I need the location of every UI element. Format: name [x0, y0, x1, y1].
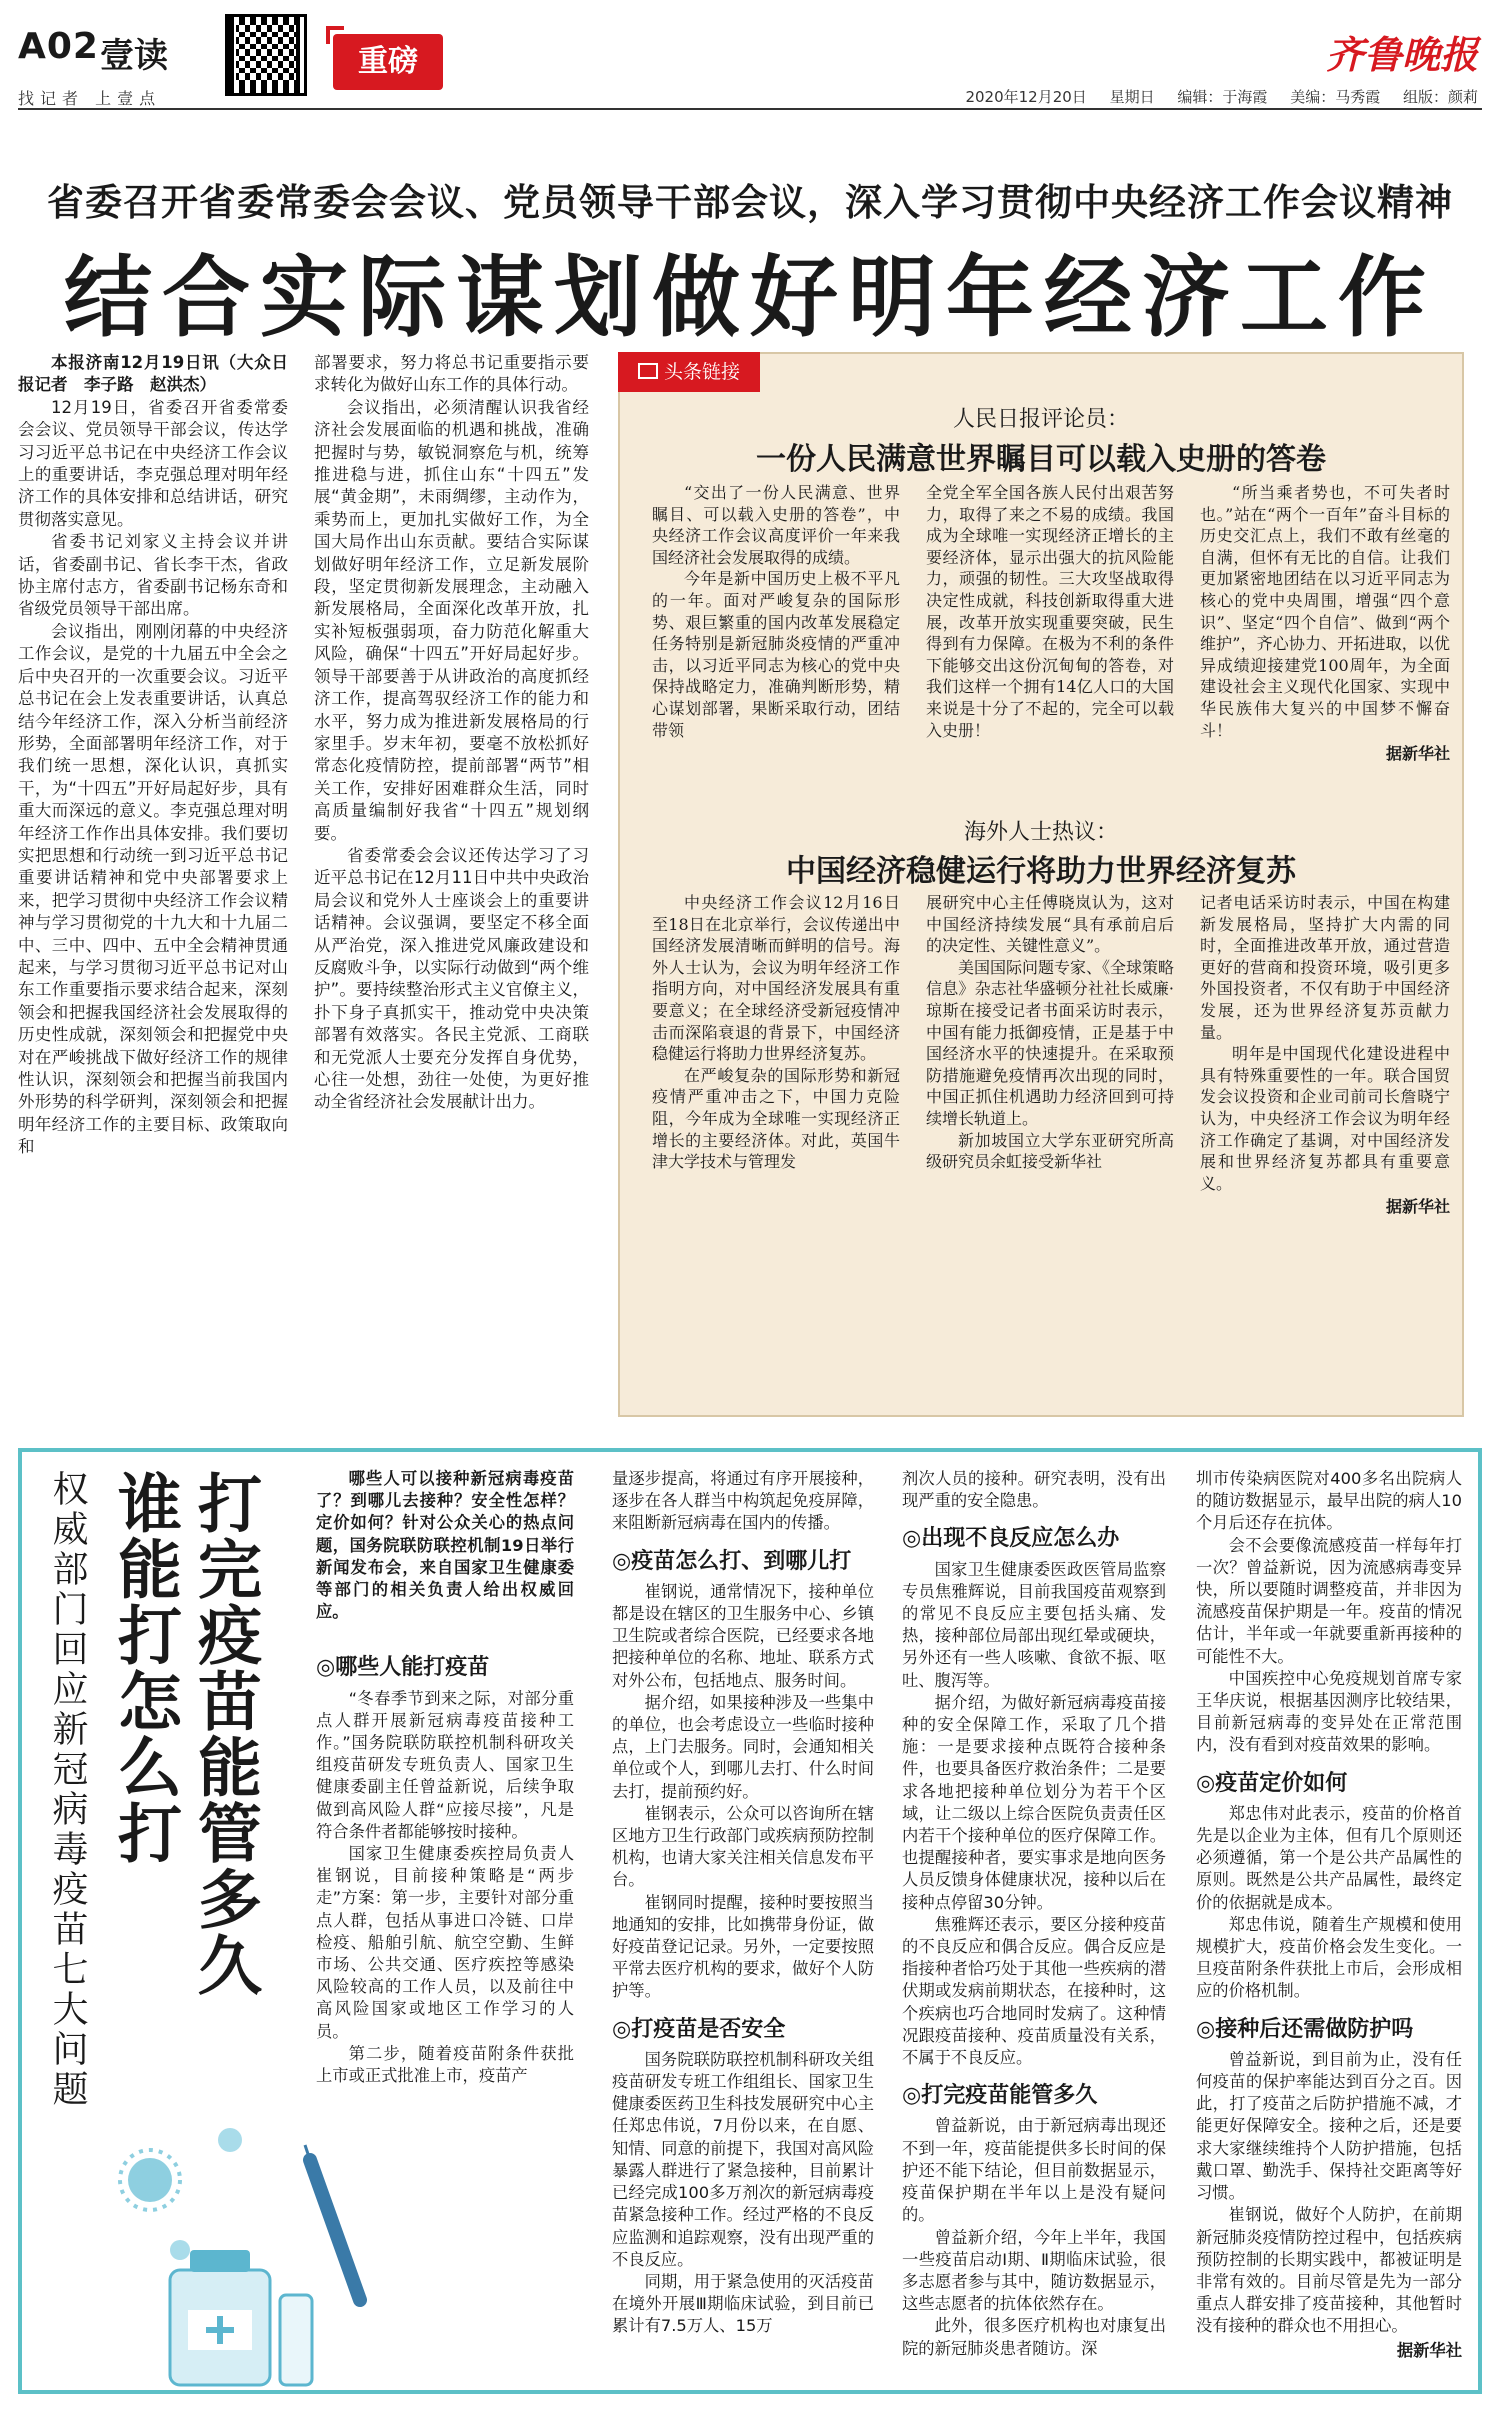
sidebar-article-1-col-3 — [1200, 482, 1450, 782]
sidebar-paragraph: 在严峻复杂的国际形势和新冠疫情严重冲击之下，中国力克险阻，今年成为全球唯一实现经济正增长的主要经济体。对此，英国牛津大学技术与管理发 — [652, 1065, 900, 1172]
vaccine-column-2 — [612, 1468, 874, 2388]
sidebar-paragraph: 全党全军全国各族人民付出艰苦努力，取得了来之不易的成绩。我国成为全球唯一实现经济正增长的主要经济体，显示出强大的抗风险能力，顽强的韧性。三大攻坚战取得决定性成就，科技创新取得重大进展，改革开放实现重要突破，民生得到有力保障。在极为不利的条件下能够交出这份沉甸甸的答卷，对我们这样一个拥有14亿人口的大国来说是十分了不起的，完全可以载入史册！ — [926, 483, 1174, 740]
sidebar-paragraph: 中央经济工作会议12月16日至18日在北京举行，会议传递出中国经济发展清晰而鲜明的信号。海外人士认为，会议为明年经济工作指明方向，对中国经济发展具有重要意义；在全球经济受新冠疫情冲击而深陷衰退的背景下，中国经济稳健运行将助力世界经济复苏。 — [652, 893, 900, 1064]
lead-paragraph: 省委书记刘家义主持会议并讲话，省委副书记、省长李干杰，省政协主席付志方，省委副书记杨东奇和省级党员领导干部出席。 — [18, 532, 288, 619]
virus-icon — [218, 2128, 242, 2152]
sidebar-paragraph: 展研究中心主任傅晓岚认为，这对中国经济持续发展“具有承前启后的决定性、关键性意义”。 — [926, 893, 1174, 956]
small-vial-icon — [280, 2295, 312, 2385]
lead-paragraph: 部署要求，努力将总书记重要指示要求转化为做好山东工作的具体行动。 — [314, 353, 589, 395]
sidebar-title-1: 一份人民满意世界瞩目可以载入史册的答卷 — [756, 442, 1326, 477]
sidebar-article-1-col-1 — [652, 482, 900, 782]
vaccine-section-heading: ◎接种后还需做防护吗 — [1196, 2016, 1414, 2042]
sidebar-paragraph: 今年是新中国历史上极不平凡的一年。面对严峻复杂的国际形势、艰巨繁重的国内改革发展稳定任务特别是新冠肺炎疫情的严重冲击，以习近平同志为核心的党中央保持战略定力，准确判断形势，精心谋划部署，果断采取行动，团结带领 — [652, 569, 900, 740]
sidebar-article-2-col-1 — [652, 892, 900, 1392]
sidebar-article-1-col-2 — [926, 482, 1174, 782]
lead-paragraph: 省委常委会会议还传达学习了习近平总书记在12月11日中共中央政治局会议和党外人士座谈会上的重要讲话精神。会议强调，要坚定不移全面从严治党，深入推进党风廉政建设和反腐败斗争，以实际行动做到“两个维护”。要持续整治形式主义官僚主义，扑下身子真抓实干，推动党中央决策部署有效落实。各民主党派、工商联和无党派人士要充分发挥自身优势，心往一处想，劲往一处使，为更好推动全省经济社会发展献计出力。 — [314, 845, 589, 1112]
sidebar-kicker-2: 海外人士热议： — [963, 820, 1118, 845]
vaccine-paragraph: “冬春季节到来之际，对部分重点人群开展新冠病毒疫苗接种工作。”国务院联防联控机制科研攻关组疫苗研发专班负责人、国家卫生健康委副主任曾益新说，后续争取做到高风险人群“应接尽接”，凡是符合条件者都能够按时接种。 — [316, 1688, 574, 1841]
vaccine-title-1: 打完疫苗能管多久 — [187, 1470, 262, 1998]
vaccine-paragraph: 第二步，随着疫苗附条件获批上市或正式批准上市，疫苗产 — [316, 2043, 574, 2086]
vaccine-paragraph: 崔钢说，做好个人防护，在前期新冠肺炎疫情防控过程中，包括疾病预防控制的长期实践中，都被证明是非常有效的。目前尽管是先为一部分重点人群安排了疫苗接种，其他暂时没有接种的群众也不用担心。 — [1196, 2205, 1462, 2336]
issue-weekday: 星期日 — [1109, 88, 1155, 106]
sidebar-paragraph: 明年是中国现代化建设进程中具有特殊重要性的一年。联合国贸发会议投资和企业司前司长詹晓宁认为，中央经济工作会议为明年经济工作确定了基调，对中国经济发展和世界经济复苏都具有重要意义。 — [1200, 1044, 1450, 1193]
vaccine-paragraph: 圳市传染病医院对400多名出院病人的随访数据显示，最早出院的病人10个月后还存在抗体。 — [1196, 1469, 1462, 1533]
lead-paragraph: 会议指出，刚刚闭幕的中央经济工作会议，是党的十九届五中全会之后中央召开的一次重要会议。习近平总书记在会上发表重要讲话，认真总结今年经济工作，深入分析当前经济形势，全面部署明年经济工作，对于我们统一思想，深化认识，真抓实干，为“十四五”开好局起好步，具有重大而深远的意义。李克强总理对明年经济工作作出具体安排。我们要切实把思想和行动统一到习近平总书记重要讲话精神和党中央部署要求上来，把学习贯彻中央经济工作会议精神与学习贯彻党的十九大和十九届二中、三中、四中、五中全会精神贯通起来，与学习贯彻习近平总书记对山东工作重要指示要求结合起来，深刻领会和把握我国经济社会发展取得的历史性成就，深刻领会和把握党中央对在严峻挑战下做好经济工作的规律性认识，深刻领会和把握当前我国内外形势的科学研判，深刻领会和把握明年经济工作的主要目标、政策取向和 — [18, 621, 288, 1157]
lead-subheadline: 省委召开省委常委会会议、党员领导干部会议，深入学习贯彻中央经济工作会议精神 — [47, 181, 1453, 224]
sidebar-article-2-col-2 — [926, 892, 1174, 1392]
vaccine-paragraph: 据介绍，如果接种涉及一些集中的单位，也会考虑设立一些临时接种点，上门去服务。同时，会通知相关单位或个人，到哪儿去打、什么时间去打，提前预约好。 — [612, 1692, 874, 1801]
lead-headline: 结合实际谋划做好明年经济工作 — [63, 245, 1436, 349]
vaccine-paragraph: 焦雅辉还表示，要区分接种疫苗的不良反应和偶合反应。偶合反应是指接种者恰巧处于其他一些疾病的潜伏期或发病前期状态，在接种时，这个疾病也巧合地同时发病了。这种情况跟疫苗接种、疫苗质量没有关系，不属于不良反应。 — [902, 1914, 1166, 2068]
vaccine-paragraph: 曾益新介绍，今年上半年，我国一些疫苗启动Ⅰ期、Ⅱ期临床试验，很多志愿者参与其中，随访数据显示，这些志愿者的抗体依然存在。 — [902, 2227, 1166, 2314]
related-news-tag-label: 头条链接 — [663, 361, 740, 383]
slogan: 找记者 上壹点 — [18, 89, 162, 108]
vaccine-paragraph: 中国疾控中心免疫规划首席专家王华庆说，根据基因测序比较结果，目前新冠病毒的变异处在正常范围内，没有看到对疫苗效果的影响。 — [1196, 1668, 1462, 1755]
sidebar-source-1: 据新华社 — [1385, 744, 1450, 764]
vaccine-paragraph: 曾益新说，由于新冠病毒出现还不到一年，疫苗能提供多长时间的保护还不能下结论，但目前数据显示，疫苗保护期在半年以上是没有疑问的。 — [902, 2116, 1166, 2225]
sidebar-title-2: 中国经济稳健运行将助力世界经济复苏 — [786, 854, 1296, 889]
vaccine-source: 据新华社 — [1396, 2340, 1462, 2360]
sidebar-paragraph: 美国国际问题专家、《全球策略信息》杂志社华盛顿分社社长威廉·琼斯在接受记者书面采访时表示，中国有能力抵御疫情，正是基于中国经济水平的快速提升。在采取预防措施避免疫情再次出现的同时，中国正抓住机遇助力经济回到可持续增长轨道上。 — [926, 957, 1174, 1128]
virus-icon — [128, 2158, 172, 2202]
vaccine-section-heading: ◎打完疫苗能管多久 — [902, 2083, 1098, 2109]
issue-date: 2020年12月20日 — [965, 88, 1087, 106]
sidebar-source-2: 据新华社 — [1385, 1197, 1450, 1217]
vaccine-paragraph: 国家卫生健康委医政医管局监察专员焦雅辉说，目前我国疫苗观察到的常见不良反应主要包括头痛、发热，接种部位局部出现红晕或硬块，另外还有一些人咳嗽、食欲不振、呕吐、腹泻等。 — [902, 1559, 1166, 1690]
qr-code-icon — [225, 14, 307, 96]
vaccine-paragraph: 郑忠伟对此表示，疫苗的价格首先是以企业为主体，但有几个原则还必须遵循，第一个是公共产品属性的原则。既然是公共产品属性，最终定价的依据就是成本。 — [1196, 1803, 1462, 1912]
vaccine-paragraph: 崔钢表示，公众可以咨询所在辖区地方卫生行政部门或疾病预防控制机构，也请大家关注相关信息发布平台。 — [612, 1803, 874, 1890]
art-editor-credit: 美编：马秀霞 — [1290, 88, 1381, 106]
lead-column-1 — [18, 352, 288, 1412]
vaccine-subtitle: 权威部门回应新冠病毒疫苗七大问题 — [47, 1470, 88, 2110]
vaccine-paragraph: 此外，很多医疗机构也对康复出院的新冠肺炎患者随访。深 — [902, 2316, 1166, 2358]
sidebar-paragraph: 新加坡国立大学东亚研究所高级研究员余虹接受新华社 — [926, 1130, 1174, 1172]
vaccine-section-heading: ◎打疫苗是否安全 — [612, 2016, 786, 2042]
vaccine-section-heading: ◎哪些人能打疫苗 — [316, 1655, 490, 1681]
window-icon — [638, 363, 658, 379]
vaccine-title-2: 谁能打怎么打 — [107, 1470, 182, 1866]
masthead-divider — [18, 108, 1482, 110]
virus-icon — [170, 2240, 190, 2260]
page-number: A02 — [18, 26, 99, 67]
vaccine-paragraph: 曾益新说，到目前为止，没有任何疫苗的保护率能达到百分之百。因此，打了疫苗之后防护措施不减，才能更好保障安全。接种之后，还是要求大家继续维持个人防护措施，包括戴口罩、勤洗手、保持社交距离等好习惯。 — [1196, 2049, 1462, 2203]
vaccine-paragraph: 国家卫生健康委疾控局负责人崔钢说，目前接种策略是“两步走”方案：第一步，主要针对部分重点人群，包括从事进口冷链、口岸检疫、船舶引航、航空空勤、生鲜市场、公共交通、医疗疾控等感染风险较高的工作人员，以及前往中高风险国家或地区工作学习的人员。 — [316, 1844, 574, 2041]
lead-paragraph: 会议指出，必须清醒认识我省经济社会发展面临的机遇和挑战，准确把握时与势，敏锐洞察危与机，统筹推进稳与进，抓住山东“十四五”发展“黄金期”，未雨绸缪，主动作为，乘势而上，更加扎实做好工作，为全国大局作出山东贡献。要结合实际谋划做好明年经济工作，立足新发展阶段，坚定贯彻新发展理念，主动融入新发展格局，全面深化改革开放，扎实补短板强弱项，奋力防范化解重大风险，确保“十四五”开好局起好步。领导干部要善于从讲政治的高度抓经济工作，提高驾驭经济工作的能力和水平，努力成为推进新发展格局的行家里手。岁末年初，要毫不放松抓好常态化疫情防控，提前部署“两节”相关工作，安排好困难群众生活，同时高质量编制好我省“十四五”规划纲要。 — [314, 397, 589, 843]
lead-paragraph: 12月19日，省委召开省委常委会会议、党员领导干部会议，传达学习习近平总书记在中央经济工作会议上的重要讲话，李克强总理对明年经济工作的具体安排和总结讲话，研究贯彻落实意见。 — [18, 397, 288, 529]
vaccine-column-1 — [316, 1468, 574, 2388]
vaccine-section-heading: ◎疫苗定价如何 — [1196, 1770, 1348, 1796]
vaccine-paragraph: 郑忠伟说，随着生产规模和使用规模扩大，疫苗价格会发生变化。一旦疫苗附条件获批上市后，会形成相应的价格机制。 — [1196, 1914, 1462, 2001]
vaccine-bottle-cap-icon — [190, 2250, 250, 2272]
vaccine-paragraph: 据介绍，为做好新冠病毒疫苗接种的安全保障工作，采取了几个措施：一是要求接种点既符合接种条件，也要具备医疗救治条件；二是要求各地把接种单位划分为若干个区域，让二级以上综合医院负责责任区内若干个接种单位的医疗保障工作。也提醒接种者，要实事求是地向医务人员反馈身体健康状况，接种以后在接种点停留30分钟。 — [902, 1692, 1166, 1912]
section-tag: 重磅 — [333, 34, 443, 90]
vaccine-paragraph: 同期，用于紧急使用的灭活疫苗在境外开展Ⅲ期临床试验，到目前已累计有7.5万人、15万 — [612, 2271, 874, 2336]
sidebar-article-2-col-3 — [1200, 892, 1450, 1392]
newspaper-logo: 齐鲁晚报 — [1325, 32, 1478, 77]
vaccine-paragraph: 崔钢说，通常情况下，接种单位都是设在辖区的卫生服务中心、乡镇卫生院或者综合医院，已经要求各地把接种单位的名称、地址、联系方式对外公布，包括地点、服务时间。 — [612, 1581, 874, 1690]
sidebar-paragraph: “交出了一份人民满意、世界瞩目、可以载入史册的答卷”，中央经济工作会议高度评价一年来我国经济社会发展取得的成绩。 — [652, 483, 900, 567]
lead-column-2 — [314, 352, 589, 1412]
vaccine-intro: 哪些人可以接种新冠病毒疫苗了？到哪儿去接种？安全性怎样？定价如何？针对公众关心的热点问题，国务院联防联控机制19日举行新闻发布会，来自国家卫生健康委等部门的相关负责人给出权威回应。 — [316, 1469, 574, 1622]
vaccine-section-heading: ◎疫苗怎么打、到哪儿打 — [612, 1548, 852, 1574]
lead-byline: 本报济南12月19日讯（大众日报记者 李子路 赵洪杰） — [18, 353, 288, 395]
layout-editor-credit: 组版：颜莉 — [1402, 88, 1478, 106]
vaccine-paragraph: 量逐步提高，将通过有序开展接种，逐步在各人群当中构筑起免疫屏障，来阻断新冠病毒在国内的传播。 — [612, 1469, 874, 1533]
sidebar-paragraph: 记者电话采访时表示，中国在构建新发展格局，坚持扩大内需的同时，全面推进改革开放，通过营造更好的营商和投资环境，吸引更多外国投资者，不仅有助于中国经济发展，还为世界经济复苏贡献力量。 — [1200, 893, 1450, 1042]
vaccine-column-4 — [1196, 1468, 1462, 2388]
vaccine-paragraph: 国务院联防联控机制科研攻关组疫苗研发专班工作组组长、国家卫生健康委医药卫生科技发展研究中心主任郑忠伟说，7月份以来，在自愿、知情、同意的前提下，我国对高风险暴露人群进行了紧急接种，目前累计已经完成100多万剂次的新冠病毒疫苗紧急接种工作。经过严格的不良反应监测和追踪观察，没有出现严重的不良反应。 — [612, 2049, 874, 2269]
vaccine-paragraph: 会不会要像流感疫苗一样每年打一次？曾益新说，因为流感病毒变异快，所以要随时调整疫苗，并非因为流感疫苗保护期是一年。疫苗的情况估计，半年或一年就要重新再接种的可能性不大。 — [1196, 1535, 1462, 1666]
vaccine-paragraph: 剂次人员的接种。研究表明，没有出现严重的安全隐患。 — [902, 1469, 1166, 1511]
related-news-tag — [618, 352, 760, 392]
sidebar-kicker-1: 人民日报评论员： — [952, 407, 1129, 432]
sidebar-paragraph: “所当乘者势也，不可失者时也。”站在“两个一百年”奋斗目标的历史交汇点上，我们不敢有丝毫的自满，但怀有无比的自信。让我们更加紧密地团结在以习近平同志为核心的党中央周围，增强“四个意识”、坚定“四个自信”、做到“两个维护”，齐心协力、开拓进取，以优异成绩迎接建党100周年，为全面建设社会主义现代化国家、实现中华民族伟大复兴的中国梦不懈奋斗！ — [1200, 483, 1450, 740]
vaccine-section-heading: ◎出现不良反应怎么办 — [902, 1526, 1120, 1552]
vaccine-paragraph: 崔钢同时提醒，接种时要按照当地通知的安排，比如携带身份证，做好疫苗登记记录。另外，一定要按照平常去医疗机构的要求，做好个人防护等。 — [612, 1892, 874, 2001]
dateline — [947, 86, 1478, 107]
editor-credit: 编辑：于海霞 — [1177, 88, 1268, 106]
vaccine-column-3 — [902, 1468, 1166, 2388]
section-name: 壹读 — [100, 36, 168, 76]
